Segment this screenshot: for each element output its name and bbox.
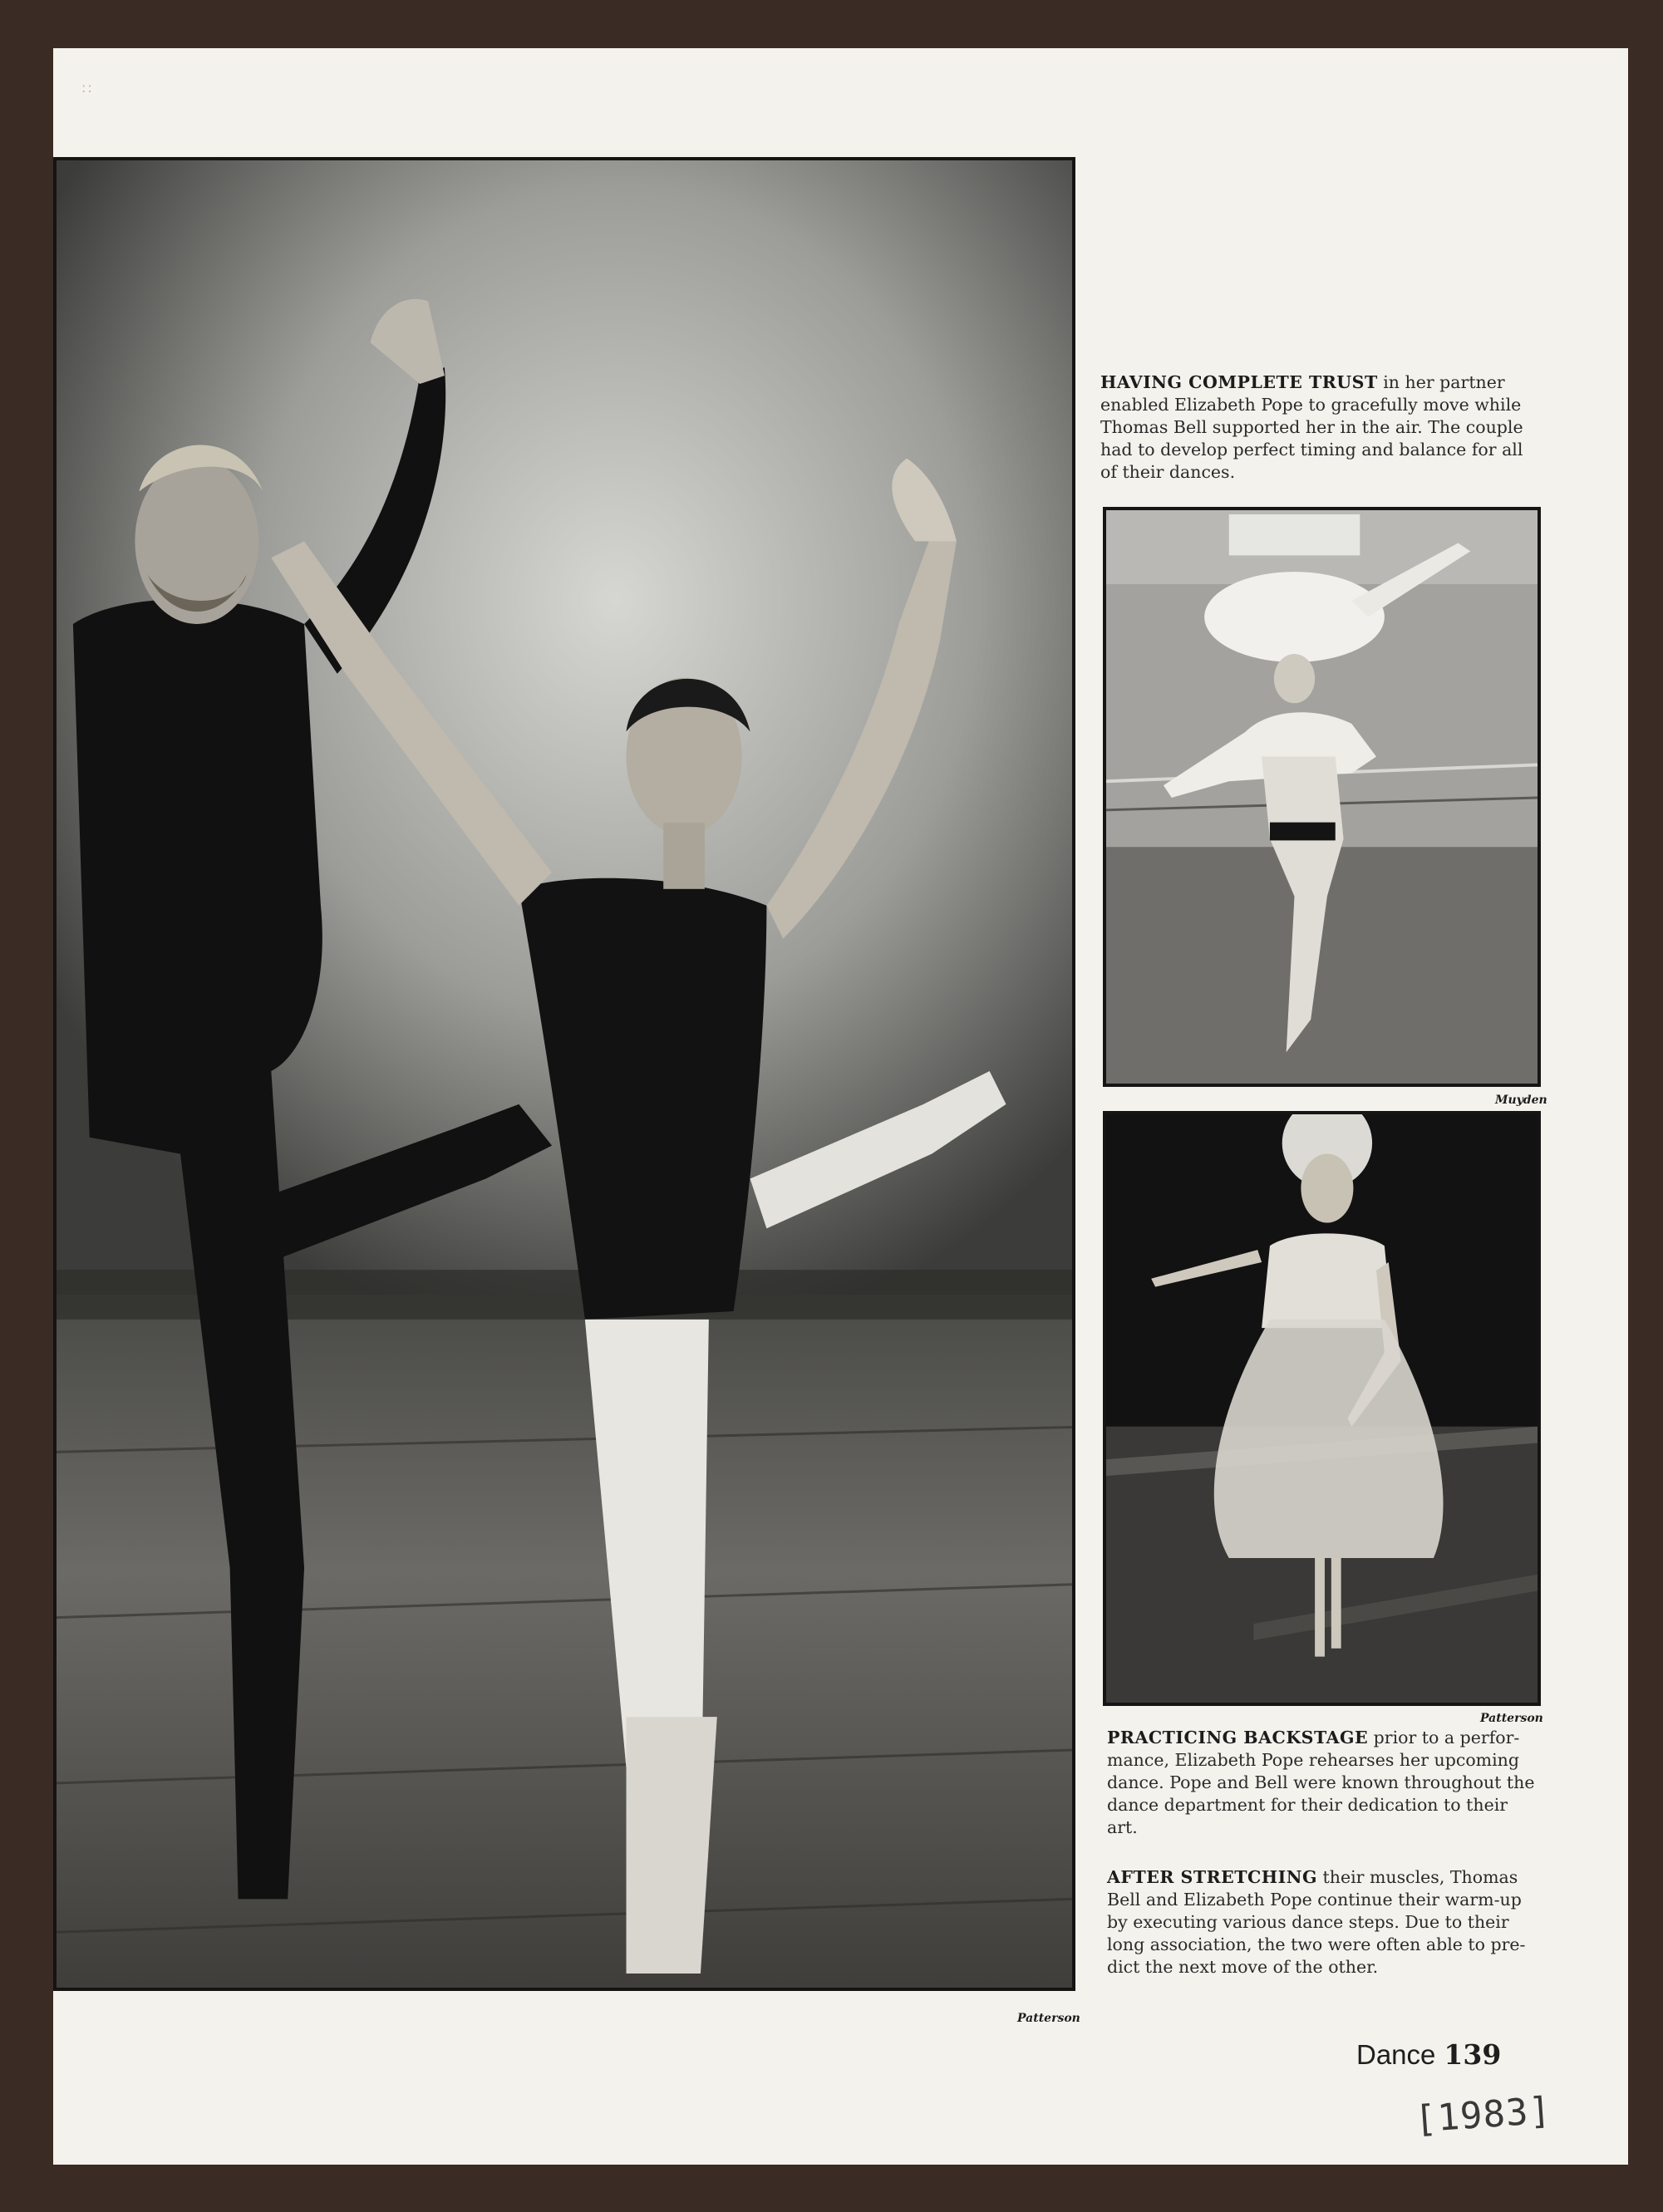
caption-stretching-line-1: their muscles, Thomas [1317,1867,1518,1887]
caption-stretching-line-5: dict the next move of the other. [1107,1957,1379,1977]
caption-complete-trust [1100,371,1533,484]
handwritten-year-note: [1983] [1413,2089,1553,2141]
caption-stretching-line-2: Bell and Elizabeth Pope continue their warm-up [1107,1890,1522,1910]
caption-backstage-line-2: mance, Elizabeth Pope rehearses her upcoming [1107,1750,1519,1770]
section-name: Dance [1356,2039,1436,2070]
caption-after-stretching [1107,1866,1539,1979]
photo-backstage [1103,1111,1541,1706]
caption-backstage-line-4: dance department for their dedication to their [1107,1795,1508,1815]
corner-mark: :: [81,80,94,96]
photo-backstage-credit: Patterson [1480,1712,1543,1725]
page-number: 139 [1444,2038,1502,2071]
photo-lift [1103,507,1541,1087]
caption-stretching-line-3: by executing various dance steps. Due to their [1107,1912,1509,1932]
caption-stretching-lead: AFTER STRETCHING [1107,1867,1318,1887]
main-photo-dancers [53,157,1075,1991]
caption-practicing-backstage [1107,1727,1539,1839]
caption-trust-line-1: in her partner [1377,372,1505,392]
page-folio [1356,2038,1501,2071]
main-photo-illustration [57,160,1072,1988]
caption-backstage-line-5: art. [1107,1817,1138,1837]
caption-backstage-line-3: dance. Pope and Bell were known throughout the [1107,1772,1535,1792]
main-photo-credit: Patterson [1017,2012,1080,2025]
photo-backstage-illustration [1106,1114,1538,1703]
caption-backstage-line-1: prior to a perfor- [1368,1728,1520,1747]
photo-lift-credit: Muyden [1495,1094,1547,1107]
caption-backstage-lead: PRACTICING BACKSTAGE [1107,1728,1369,1747]
caption-trust-line-2: enabled Elizabeth Pope to gracefully move while [1100,395,1522,415]
caption-trust-line-5: of their dances. [1100,462,1236,482]
caption-stretching-line-4: long association, the two were often able to pre- [1107,1934,1526,1954]
caption-trust-line-3: Thomas Bell supported her in the air. The couple [1100,417,1523,437]
caption-trust-line-4: had to develop perfect timing and balance for all [1100,440,1523,460]
photo-lift-illustration [1106,510,1538,1084]
yearbook-page [53,48,1628,2165]
caption-trust-lead: HAVING COMPLETE TRUST [1100,372,1378,392]
